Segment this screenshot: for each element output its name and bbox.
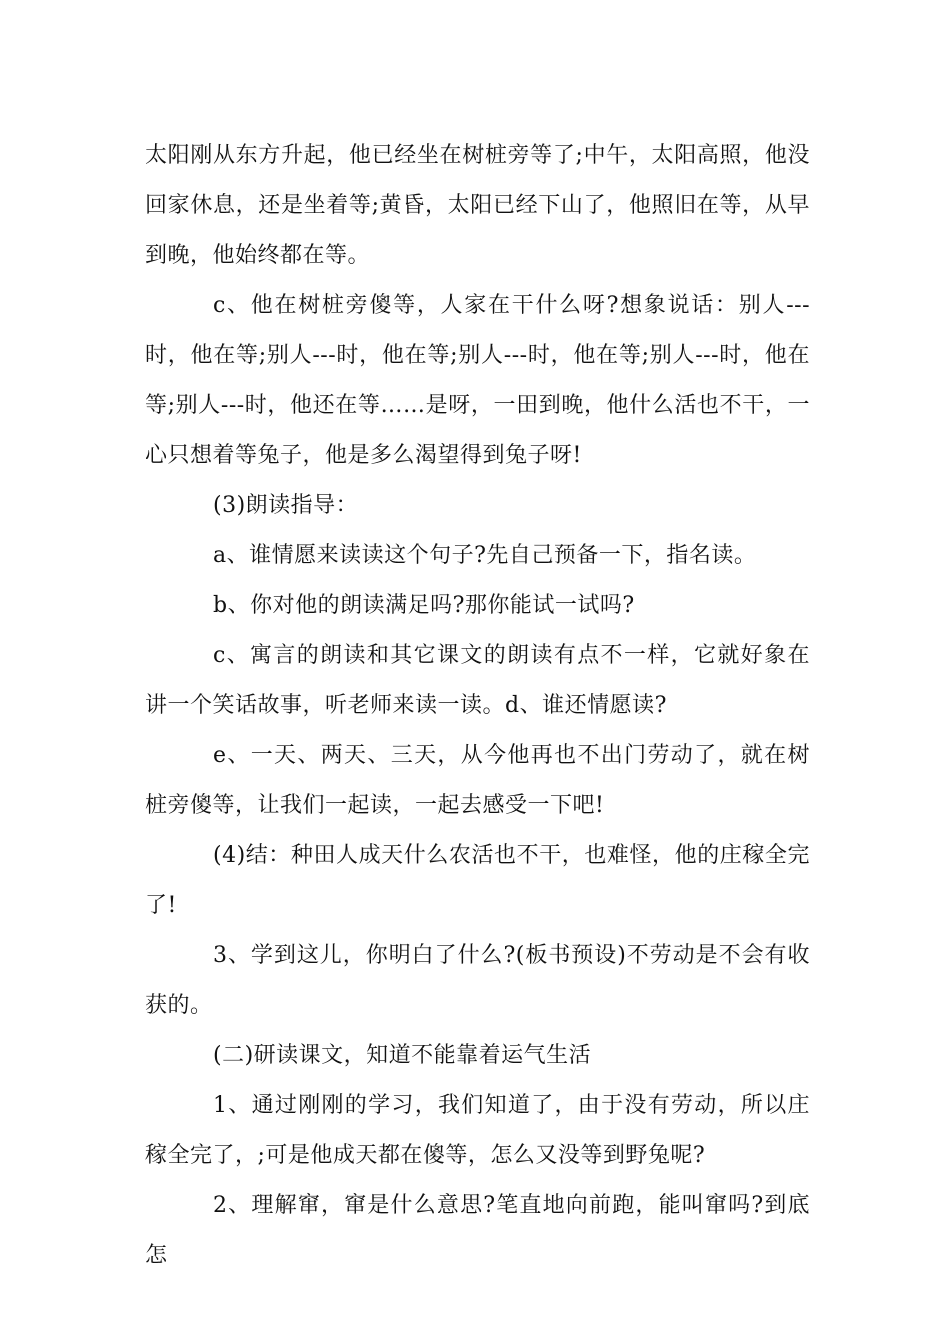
paragraph-1: 太阳刚从东方升起，他已经坐在树桩旁等了;中午，太阳高照，他没回家休息，还是坐着等;黄昏，太阳已经下山了，他照旧在等，从早到晚，他始终都在等。 bbox=[145, 143, 810, 268]
document-body bbox=[145, 131, 810, 1281]
paragraph-8: (4)结：种田人成天什么农活也不干，也难怪，他的庄稼全完了! bbox=[145, 843, 810, 918]
paragraph-7: e、一天、两天、三天，从今他再也不出门劳动了，就在树桩旁傻等，让我们一起读，一起去感受一下吧! bbox=[145, 743, 810, 818]
paragraph-5: b、你对他的朗读满足吗?那你能试一试吗? bbox=[213, 593, 635, 618]
paragraph-10: (二)研读课文，知道不能靠着运气生活 bbox=[213, 1043, 592, 1068]
paragraph-4: a、谁情愿来读读这个句子?先自己预备一下，指名读。 bbox=[213, 543, 757, 568]
paragraph-9: 3、学到这儿，你明白了什么?(板书预设)不劳动是不会有收获的。 bbox=[145, 943, 810, 1018]
paragraph-11: 1、通过刚刚的学习，我们知道了，由于没有劳动，所以庄稼全完了，;可是他成天都在傻等，怎么又没等到野兔呢? bbox=[145, 1093, 810, 1168]
paragraph-2: c、他在树桩旁傻等，人家在干什么呀?想象说话：别人---时，他在等;别人---时，他在等;别人---时，他在等;别人---时，他在等;别人---时，他还在等……是呀，一田到晚，他什么活也不干，一心只想着等兔子，他是多么渴望得到兔子呀! bbox=[145, 293, 810, 468]
paragraph-6: c、寓言的朗读和其它课文的朗读有点不一样，它就好象在讲一个笑话故事，听老师来读一读。d、谁还情愿读? bbox=[145, 643, 810, 718]
paragraph-3: (3)朗读指导： bbox=[213, 493, 359, 518]
paragraph-12: 2、理解窜，窜是什么意思?笔直地向前跑，能叫窜吗?到底怎 bbox=[145, 1193, 810, 1268]
